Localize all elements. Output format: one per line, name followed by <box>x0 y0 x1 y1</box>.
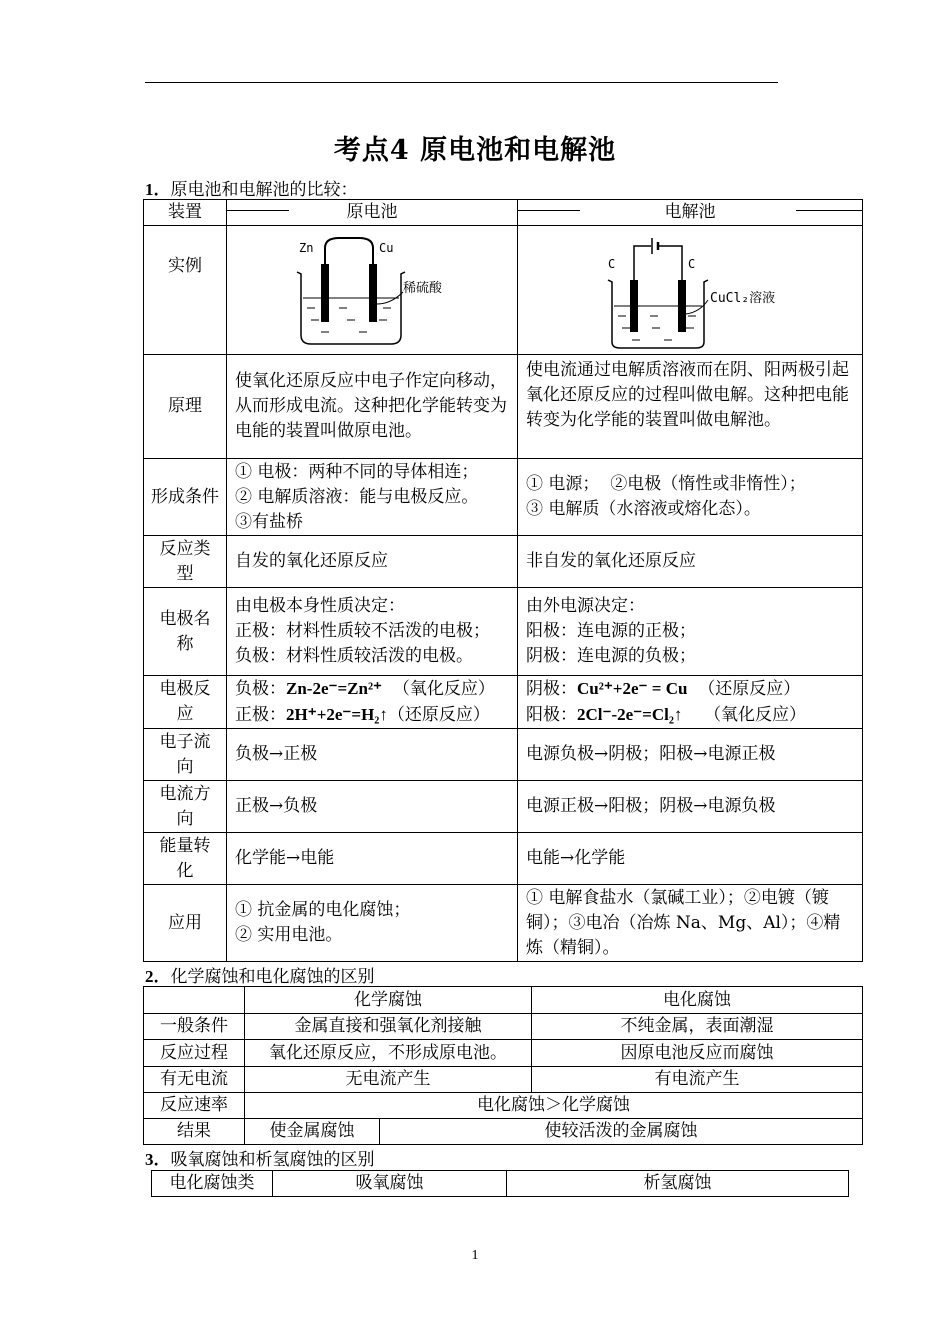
chemical-condition: 金属直接和强氧化剂接触 <box>245 1014 532 1040</box>
row-label-energy-text: 能量转化 <box>159 835 211 881</box>
electrolytic-cell-figure <box>518 226 863 355</box>
electrode-name-line: 由电极本身性质决定： <box>235 596 405 616</box>
condition-line: ① 电源； ②电极（惰性或非惰性）； <box>526 474 806 494</box>
equation: 2Cl⁻-2e⁻=Cl₂↑ <box>577 705 683 724</box>
row-label-principle: 原理 <box>144 355 227 459</box>
electrode-name-line: 负极：材料性质较活泼的电极。 <box>235 646 473 666</box>
header-galvanic-label: 原电池 <box>346 202 398 222</box>
header-device: 装置 <box>144 200 227 226</box>
header-electrochemical-corrosion: 电化腐蚀 <box>532 987 863 1014</box>
application-line: ① 抗金属的电化腐蚀； <box>235 900 411 920</box>
electrolytic-principle: 使电流通过电解质溶液而在阴、阳两极引起氧化还原反应的过程叫做电解。这种把电能转变为化学能的装置叫做电解池。 <box>518 355 863 459</box>
carbon-label-left: C <box>608 257 616 271</box>
galvanic-electrode-name <box>227 588 518 676</box>
section3-title: 吸氧腐蚀和析氢腐蚀的区别 <box>170 1150 375 1170</box>
page-title: 考点4 原电池和电解池 <box>333 135 617 166</box>
cu-label: Cu <box>379 241 394 255</box>
carbon-electrode-right <box>678 280 686 332</box>
section1-heading <box>145 175 358 200</box>
electrode-name-line: 由外电源决定： <box>526 596 645 616</box>
condition-line: ③有盐桥 <box>235 511 303 532</box>
galvanic-current-direction: 正极→负极 <box>227 781 518 833</box>
row-label-rate: 反应速率 <box>144 1093 245 1119</box>
circuit-wire <box>634 246 682 280</box>
section1-number: 1． <box>145 180 171 199</box>
result-electrochemical: 使较活泼的金属腐蚀 <box>380 1119 863 1145</box>
negative-electrode-equation: 负极：Zn-2e⁻=Zn²⁺ （氧化反应） <box>235 679 495 699</box>
electrochemical-process: 因原电池反应而腐蚀 <box>532 1040 863 1067</box>
header-oxygen-absorption: 吸氧腐蚀 <box>273 1171 507 1197</box>
header-line <box>796 210 862 211</box>
row-label-current-direction-text: 电流方向 <box>159 783 211 829</box>
anode-equation: 阳极：2Cl⁻-2e⁻=Cl₂↑ （氧化反应） <box>526 705 807 725</box>
row-label-reaction-type-text: 反应类型 <box>159 538 211 584</box>
electrolytic-energy: 电能→化学能 <box>518 833 863 885</box>
row-label-electron-flow-text: 电子流向 <box>159 731 211 777</box>
condition-line: ① 电极：两种不同的导体相连； <box>235 461 479 482</box>
electrolytic-reaction-type: 非自发的氧化还原反应 <box>518 536 863 588</box>
row-label-current-direction <box>144 781 227 833</box>
condition-line: ③ 电解质（水溶液或熔化态）。 <box>526 499 761 519</box>
header-chemical-corrosion: 化学腐蚀 <box>245 987 532 1014</box>
galvanic-electrode-reaction <box>227 676 518 729</box>
header-hydrogen-evolution: 析氢腐蚀 <box>507 1171 849 1197</box>
electrolytic-electrode-name <box>518 588 863 676</box>
cucl2-label: CuCl₂溶液 <box>710 291 776 306</box>
section2-heading <box>145 962 375 987</box>
connecting-wire <box>325 238 373 264</box>
galvanic-electron-flow: 负极→正极 <box>227 729 518 781</box>
equation: Cu²⁺+2e⁻ = Cu <box>577 679 688 698</box>
section3-number: 3． <box>145 1150 171 1169</box>
row-label-electrode-reaction-text: 电极反应 <box>159 679 211 724</box>
row-label-conditions <box>144 459 227 536</box>
galvanic-conditions <box>227 459 518 536</box>
page-number: 1 <box>471 1248 479 1263</box>
electrolytic-electron-flow: 电源负极→阴极；阳极→电源正极 <box>518 729 863 781</box>
header-electrolytic-label: 电解池 <box>664 202 716 222</box>
section2-number: 2． <box>145 967 171 986</box>
row-label-result: 结果 <box>144 1119 245 1145</box>
electrode-name-line: 阳极：连电源的正极； <box>526 621 696 641</box>
chemical-current: 无电流产生 <box>245 1067 532 1093</box>
equation: 2H⁺+2e⁻=H₂↑ <box>286 705 388 724</box>
cathode-equation: 阴极：Cu²⁺+2e⁻ = Cu （还原反应） <box>526 679 801 699</box>
electrode-name-line: 阴极：连电源的负极； <box>526 646 696 666</box>
electrochemical-condition: 不纯金属，表面潮湿 <box>532 1014 863 1040</box>
header-corrosion-type: 电化腐蚀类 <box>152 1171 273 1197</box>
electrolytic-conditions <box>518 459 863 536</box>
liquid-dashes <box>307 308 391 332</box>
header-line <box>227 210 289 211</box>
electrolytic-cell-diagram <box>604 232 864 352</box>
oxygen-hydrogen-table <box>151 1170 849 1197</box>
electrochemical-current: 有电流产生 <box>532 1067 863 1093</box>
equation: Zn-2e⁻=Zn²⁺ <box>286 679 383 698</box>
row-label-process: 反应过程 <box>144 1040 245 1067</box>
beaker <box>608 280 708 348</box>
electrode-name-line: 正极：材料性质较不活泼的电极； <box>235 621 490 641</box>
row-label-electrode-name <box>144 588 227 676</box>
header-electrolytic-cell <box>518 200 863 226</box>
galvanic-cell-diagram <box>291 232 531 352</box>
result-chemical: 使金属腐蚀 <box>245 1119 380 1145</box>
header-galvanic-cell <box>227 200 518 226</box>
galvanic-application <box>227 885 518 962</box>
positive-electrode-equation: 正极：2H⁺+2e⁻=H₂↑（还原反应） <box>235 705 490 725</box>
application-line: ② 实用电池。 <box>235 925 343 945</box>
row-label-application: 应用 <box>144 885 227 962</box>
galvanic-reaction-type: 自发的氧化还原反应 <box>227 536 518 588</box>
chemical-process: 氧化还原反应，不形成原电池。 <box>245 1040 532 1067</box>
header-line <box>518 210 580 211</box>
cu-electrode <box>369 264 377 322</box>
comparison-table <box>143 199 863 962</box>
condition-line: ② 电解质溶液：能与电极反应。 <box>235 486 479 507</box>
section2-title: 化学腐蚀和电化腐蚀的区别 <box>170 967 375 987</box>
row-label-condition: 一般条件 <box>144 1014 245 1040</box>
electrolytic-current-direction: 电源正极→阳极；阴极→电源负极 <box>518 781 863 833</box>
row-label-current: 有无电流 <box>144 1067 245 1093</box>
corrosion-table <box>143 986 863 1145</box>
section3-heading <box>145 1145 375 1170</box>
row-label-electron-flow <box>144 729 227 781</box>
row-label-example: 实例 <box>144 226 227 355</box>
rate-comparison: 电化腐蚀＞化学腐蚀 <box>245 1093 863 1119</box>
row-label-conditions-text: 形成条件 <box>151 486 219 507</box>
zn-label: Zn <box>299 241 314 255</box>
zn-electrode <box>321 264 329 322</box>
electrolytic-application: ① 电解食盐水（氯碱工业）；②电镀（镀铜）；③电冶（冶炼 Na、Mg、Al）；④精炼（精铜）。 <box>518 885 863 962</box>
carbon-electrode-left <box>630 280 638 332</box>
galvanic-energy: 化学能→电能 <box>227 833 518 885</box>
section1-title: 原电池和电解池的比较： <box>170 180 358 200</box>
sulfuric-acid-label: 稀硫酸 <box>403 281 443 296</box>
electrolytic-electrode-reaction <box>518 676 863 729</box>
header-rule <box>145 82 778 83</box>
row-label-electrode-reaction <box>144 676 227 729</box>
galvanic-cell-figure <box>227 226 518 355</box>
row-label-energy <box>144 833 227 885</box>
carbon-label-right: C <box>688 257 696 271</box>
row-label-reaction-type <box>144 536 227 588</box>
corrosion-header-blank <box>144 987 245 1014</box>
row-label-electrode-name-text: 电极名称 <box>159 608 211 654</box>
galvanic-principle: 使氧化还原反应中电子作定向移动，从而形成电流。这种把化学能转变为电能的装置叫做原电池。 <box>227 355 518 459</box>
